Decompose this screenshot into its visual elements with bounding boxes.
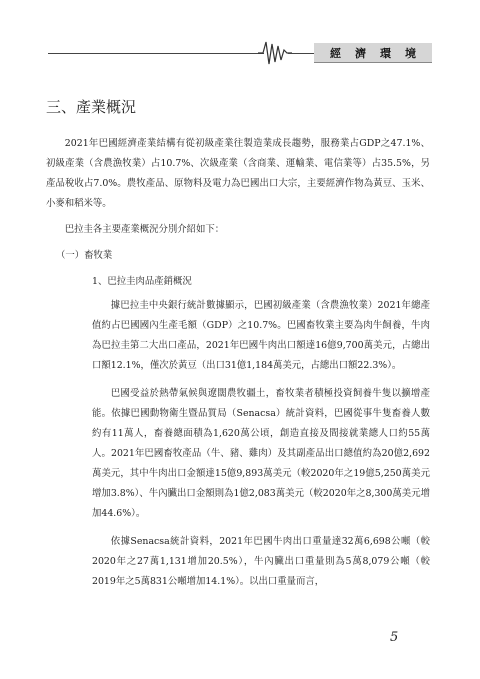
heartbeat-wave-icon: [258, 38, 292, 68]
page-number: 5: [390, 630, 399, 645]
header-rule-right: [288, 53, 314, 54]
paragraph-1: 據巴拉圭中央銀行統計數據顯示，巴國初級產業（含農漁牧業）2021年總產值約占巴國國內生產毛額（GDP）之10.7%。巴國畜牧業主要為肉牛飼養，牛肉為巴拉圭第二大出口產品，2021年巴國牛肉出口額達16億9,700萬美元，占總出口額12.1%，僅次於黃豆（出口31億1,184萬美元，占總出口額22.3%）。: [92, 300, 430, 371]
header-rule-left: [48, 53, 264, 54]
main-content: [46, 96, 430, 600]
subsection-heading-1: （一）畜牧業: [56, 250, 113, 261]
paragraph-2: 巴國受益於熱帶氣候與遼闊農牧疆土，畜牧業者積極投資飼養牛隻以擴增產能。依據巴國動物衛生暨品質局（Senacsa）統計資料，巴國從事牛隻畜養人數約有11萬人，畜養總面積為1,620萬公頃，創造直接及間接就業總人口約55萬人。2021年巴國畜牧產品（牛、豬、雞肉）及其副產品出口總值約為20億2,692萬美元，其中牛肉出口金額達15億9,893萬美元（較2020年之19億5,250萬美元增加3.8%）、牛內臟出口金額則為1億2,083萬美元（較2020年之8,300萬美元增加44.6%）。: [92, 388, 430, 519]
paragraph-3: 依據Senacsa統計資料，2021年巴國牛肉出口重量達32萬6,698公噸（較2020年之27萬1,131增加20.5%），牛內臟出口重量則為5萬8,079公噸（較2019年之5萬831公噸增加14.1%）。以出口重量而言，: [92, 536, 430, 587]
subsection-heading-2: 1、巴拉圭肉品產銷概況: [92, 276, 192, 287]
section-heading: 三、產業概況: [46, 98, 137, 116]
header-title-box: [314, 43, 432, 63]
page-header: [0, 0, 480, 70]
lead-paragraph: 巴拉圭各主要產業概況分別介紹如下：: [64, 224, 225, 235]
header-title: 經濟環境: [330, 46, 430, 60]
intro-paragraph: 2021年巴國經濟產業結構有從初級產業往製造業成長趨勢，服務業占GDP之47.1%、初級產業（含農漁牧業）占10.7%、次級產業（含商業、運輸業、電信業等）占35.5%，另產品稅收占7.0%。農牧產品、原物料及電力為巴國出口大宗，主要經濟作物為黃豆、玉米、小麥和稻米等。: [46, 138, 430, 209]
